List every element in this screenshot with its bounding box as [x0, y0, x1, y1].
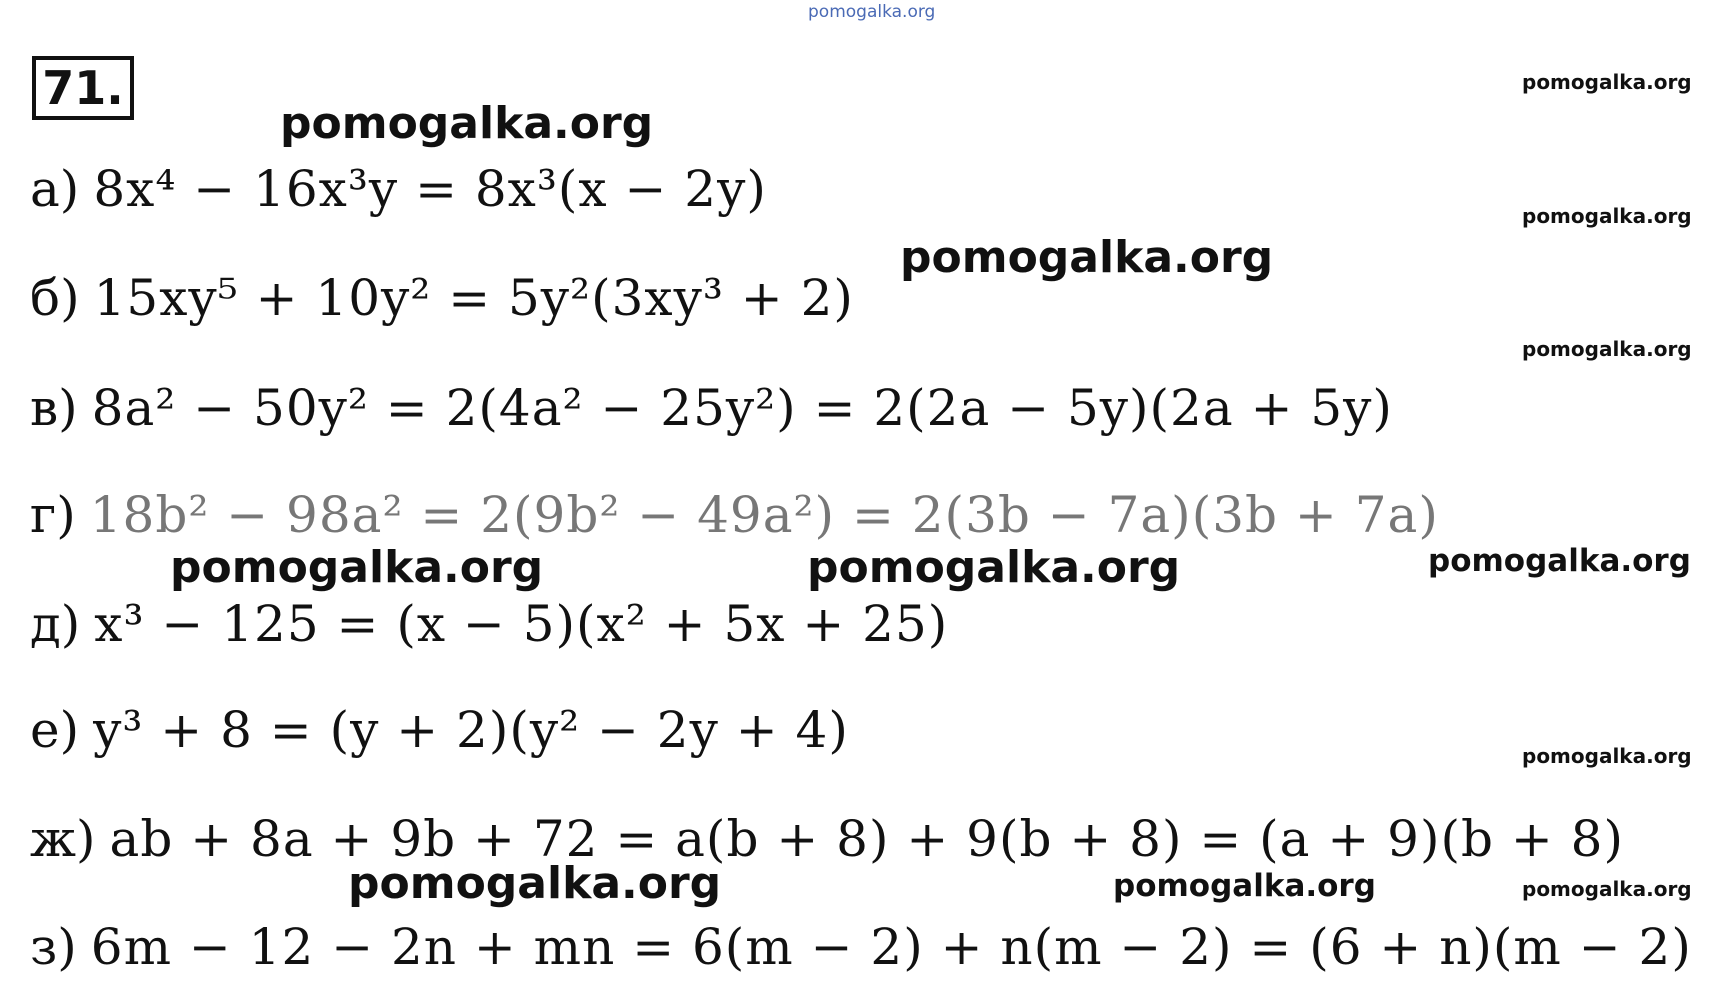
equation-row-b [30, 268, 854, 328]
item-label: д) [30, 595, 81, 653]
watermark-large: pomogalka.org [280, 98, 654, 149]
equation-row-d [30, 594, 948, 654]
watermark-large: pomogalka.org [170, 542, 544, 593]
watermark-small: pomogalka.org [1522, 204, 1692, 228]
item-expression: ab + 8a + 9b + 72 = a(b + 8) + 9(b + 8) = (a + 9)(b + 8) [109, 810, 1624, 868]
equation-row-z [30, 917, 1692, 977]
equation-row-v [30, 378, 1393, 438]
watermark-small: pomogalka.org [1522, 70, 1692, 94]
equation-row-e [30, 700, 849, 760]
watermark-top: pomogalka.org [808, 2, 936, 22]
watermark-large: pomogalka.org [348, 858, 722, 909]
item-label: г) [30, 486, 76, 544]
item-expression: 15xy⁵ + 10y² = 5y²(3xy³ + 2) [93, 269, 854, 327]
item-label: з) [30, 918, 77, 976]
watermark-large: pomogalka.org [807, 542, 1181, 593]
watermark-small: pomogalka.org [1522, 877, 1692, 901]
item-label: е) [30, 701, 80, 759]
watermark-large: pomogalka.org [900, 232, 1274, 283]
item-label: б) [30, 269, 80, 327]
watermark-medium: pomogalka.org [1113, 868, 1376, 904]
equation-row-a [30, 159, 767, 219]
watermark-small: pomogalka.org [1522, 744, 1692, 768]
item-expression: 18b² − 98a² = 2(9b² − 49a²) = 2(3b − 7a)(3b + 7a) [89, 486, 1439, 544]
item-expression: 6m − 12 − 2n + mn = 6(m − 2) + n(m − 2) = (6 + n)(m − 2) [90, 918, 1692, 976]
watermark-medium: pomogalka.org [1428, 543, 1691, 579]
item-expression: 8x⁴ − 16x³y = 8x³(x − 2y) [93, 160, 767, 218]
item-expression: y³ + 8 = (y + 2)(y² − 2y + 4) [93, 701, 849, 759]
item-expression: 8a² − 50y² = 2(4a² − 25y²) = 2(2a − 5y)(2a + 5y) [91, 379, 1393, 437]
equation-row-g [30, 485, 1439, 545]
problem-number: 71. [32, 56, 134, 120]
equation-row-zh [30, 809, 1624, 869]
item-label: а) [30, 160, 80, 218]
item-label: ж) [30, 810, 96, 868]
watermark-small: pomogalka.org [1522, 337, 1692, 361]
item-label: в) [30, 379, 78, 437]
item-expression: x³ − 125 = (x − 5)(x² + 5x + 25) [94, 595, 949, 653]
